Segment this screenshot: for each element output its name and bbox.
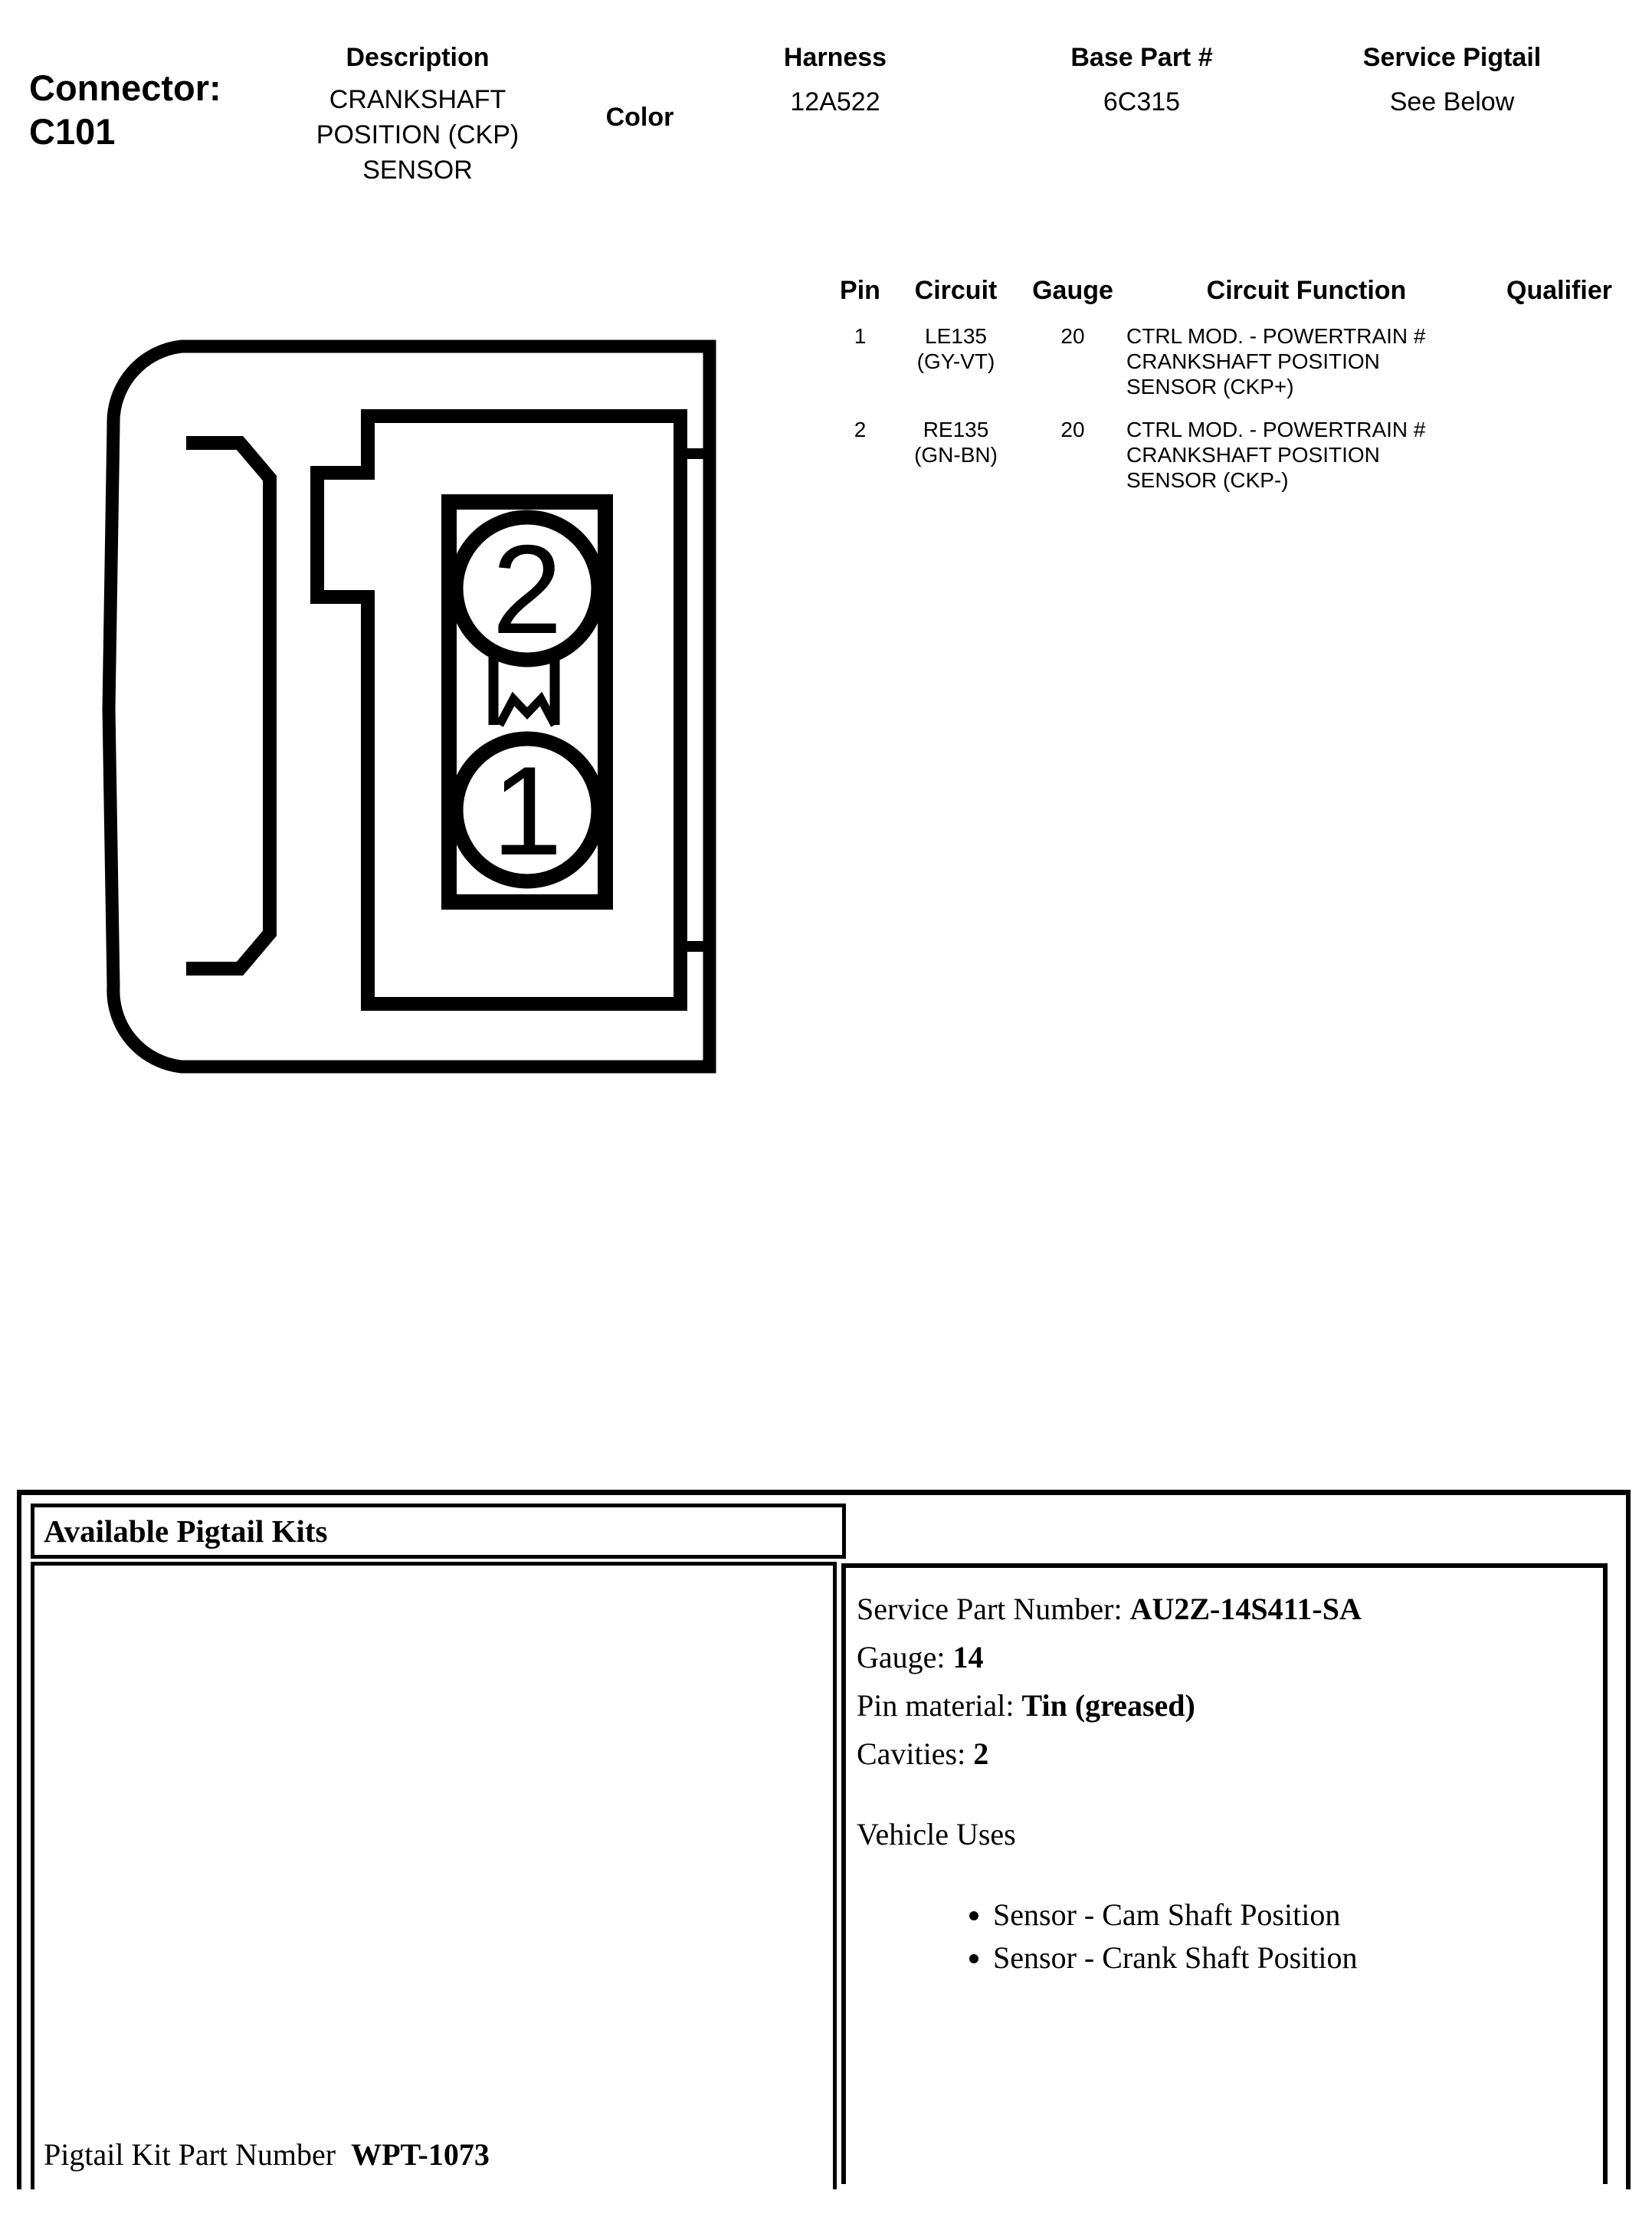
pin-1-number-label: 1	[492, 740, 562, 881]
pin-material-line: Pin material: Tin (greased)	[857, 1688, 1195, 1723]
service-pigtail-column	[1329, 42, 1575, 117]
kit-part-number-value: WPT-1073	[351, 2137, 490, 2172]
page-title	[29, 66, 274, 153]
pin-cavity-outline	[449, 502, 605, 902]
pin-2-cavity-circle	[456, 517, 598, 660]
connector-label: Connector:	[29, 67, 221, 108]
kit-part-number-label: Pigtail Kit Part Number	[44, 2137, 336, 2172]
pin-1-cavity-circle	[456, 739, 598, 881]
base-part-column	[1023, 42, 1260, 117]
pin-table-header-circuit: Circuit	[914, 276, 998, 305]
pigtail-kits-title: Available Pigtail Kits	[44, 1513, 328, 1549]
pin-table-header-pin: Pin	[840, 276, 880, 305]
pin-cell: 1	[854, 324, 867, 348]
gauge-cell: 20	[1060, 324, 1085, 348]
circuit-cell: RE135 (GN-BN)	[914, 418, 998, 467]
polarity-notch	[500, 699, 555, 725]
list-item: • Sensor - Cam Shaft Position	[993, 1894, 1589, 1936]
pin-cell: 2	[854, 418, 867, 441]
pin-2-number-label: 2	[492, 519, 562, 660]
pigtail-kits-title-box	[31, 1504, 846, 1559]
base-part-label: Base Part #	[1070, 43, 1213, 72]
latch-wall	[186, 443, 270, 969]
harness-column	[716, 42, 954, 117]
gauge-line: Gauge: 14	[857, 1640, 984, 1674]
kit-part-number-line	[44, 2137, 490, 2173]
service-pigtail-label: Service Pigtail	[1362, 43, 1542, 72]
harness-label: Harness	[783, 43, 887, 72]
color-column	[579, 102, 701, 133]
service-part-details-box	[841, 1563, 1608, 2184]
circuit-cell: LE135 (GY-VT)	[916, 324, 995, 373]
description-value: CRANKSHAFT POSITION (CKP) SENSOR	[316, 85, 520, 185]
connector-outer-outline	[109, 346, 710, 1067]
vehicle-uses-heading: Vehicle Uses	[857, 1817, 1016, 1851]
gauge-cell: 20	[1060, 418, 1085, 441]
function-cell: CTRL MOD. - POWERTRAIN # CRANKSHAFT POSITION SENSOR (CKP+)	[1126, 324, 1426, 398]
color-label: Color	[605, 103, 674, 132]
vehicle-uses-list	[857, 1894, 1589, 1979]
connector-id: C101	[29, 111, 116, 152]
list-item: • Sensor - Crank Shaft Position	[993, 1936, 1589, 1979]
description-column	[264, 42, 571, 188]
pin-table-header-qualifier: Qualifier	[1506, 276, 1612, 305]
pin-table-header-function: Circuit Function	[1206, 276, 1407, 305]
cavities-line: Cavities: 2	[857, 1736, 989, 1771]
service-part-number-line: Service Part Number: AU2Z-14S411-SA	[857, 1592, 1362, 1626]
harness-value: 12A522	[790, 87, 880, 116]
connector-body-outline	[317, 416, 680, 1004]
description-label: Description	[346, 43, 490, 72]
base-part-value: 6C315	[1103, 87, 1181, 116]
function-cell: CTRL MOD. - POWERTRAIN # CRANKSHAFT POSITION SENSOR (CKP-)	[1126, 418, 1426, 492]
pin-table-header-gauge: Gauge	[1032, 276, 1113, 305]
pigtail-kits-box	[31, 1562, 837, 2189]
service-pigtail-value: See Below	[1389, 87, 1515, 116]
